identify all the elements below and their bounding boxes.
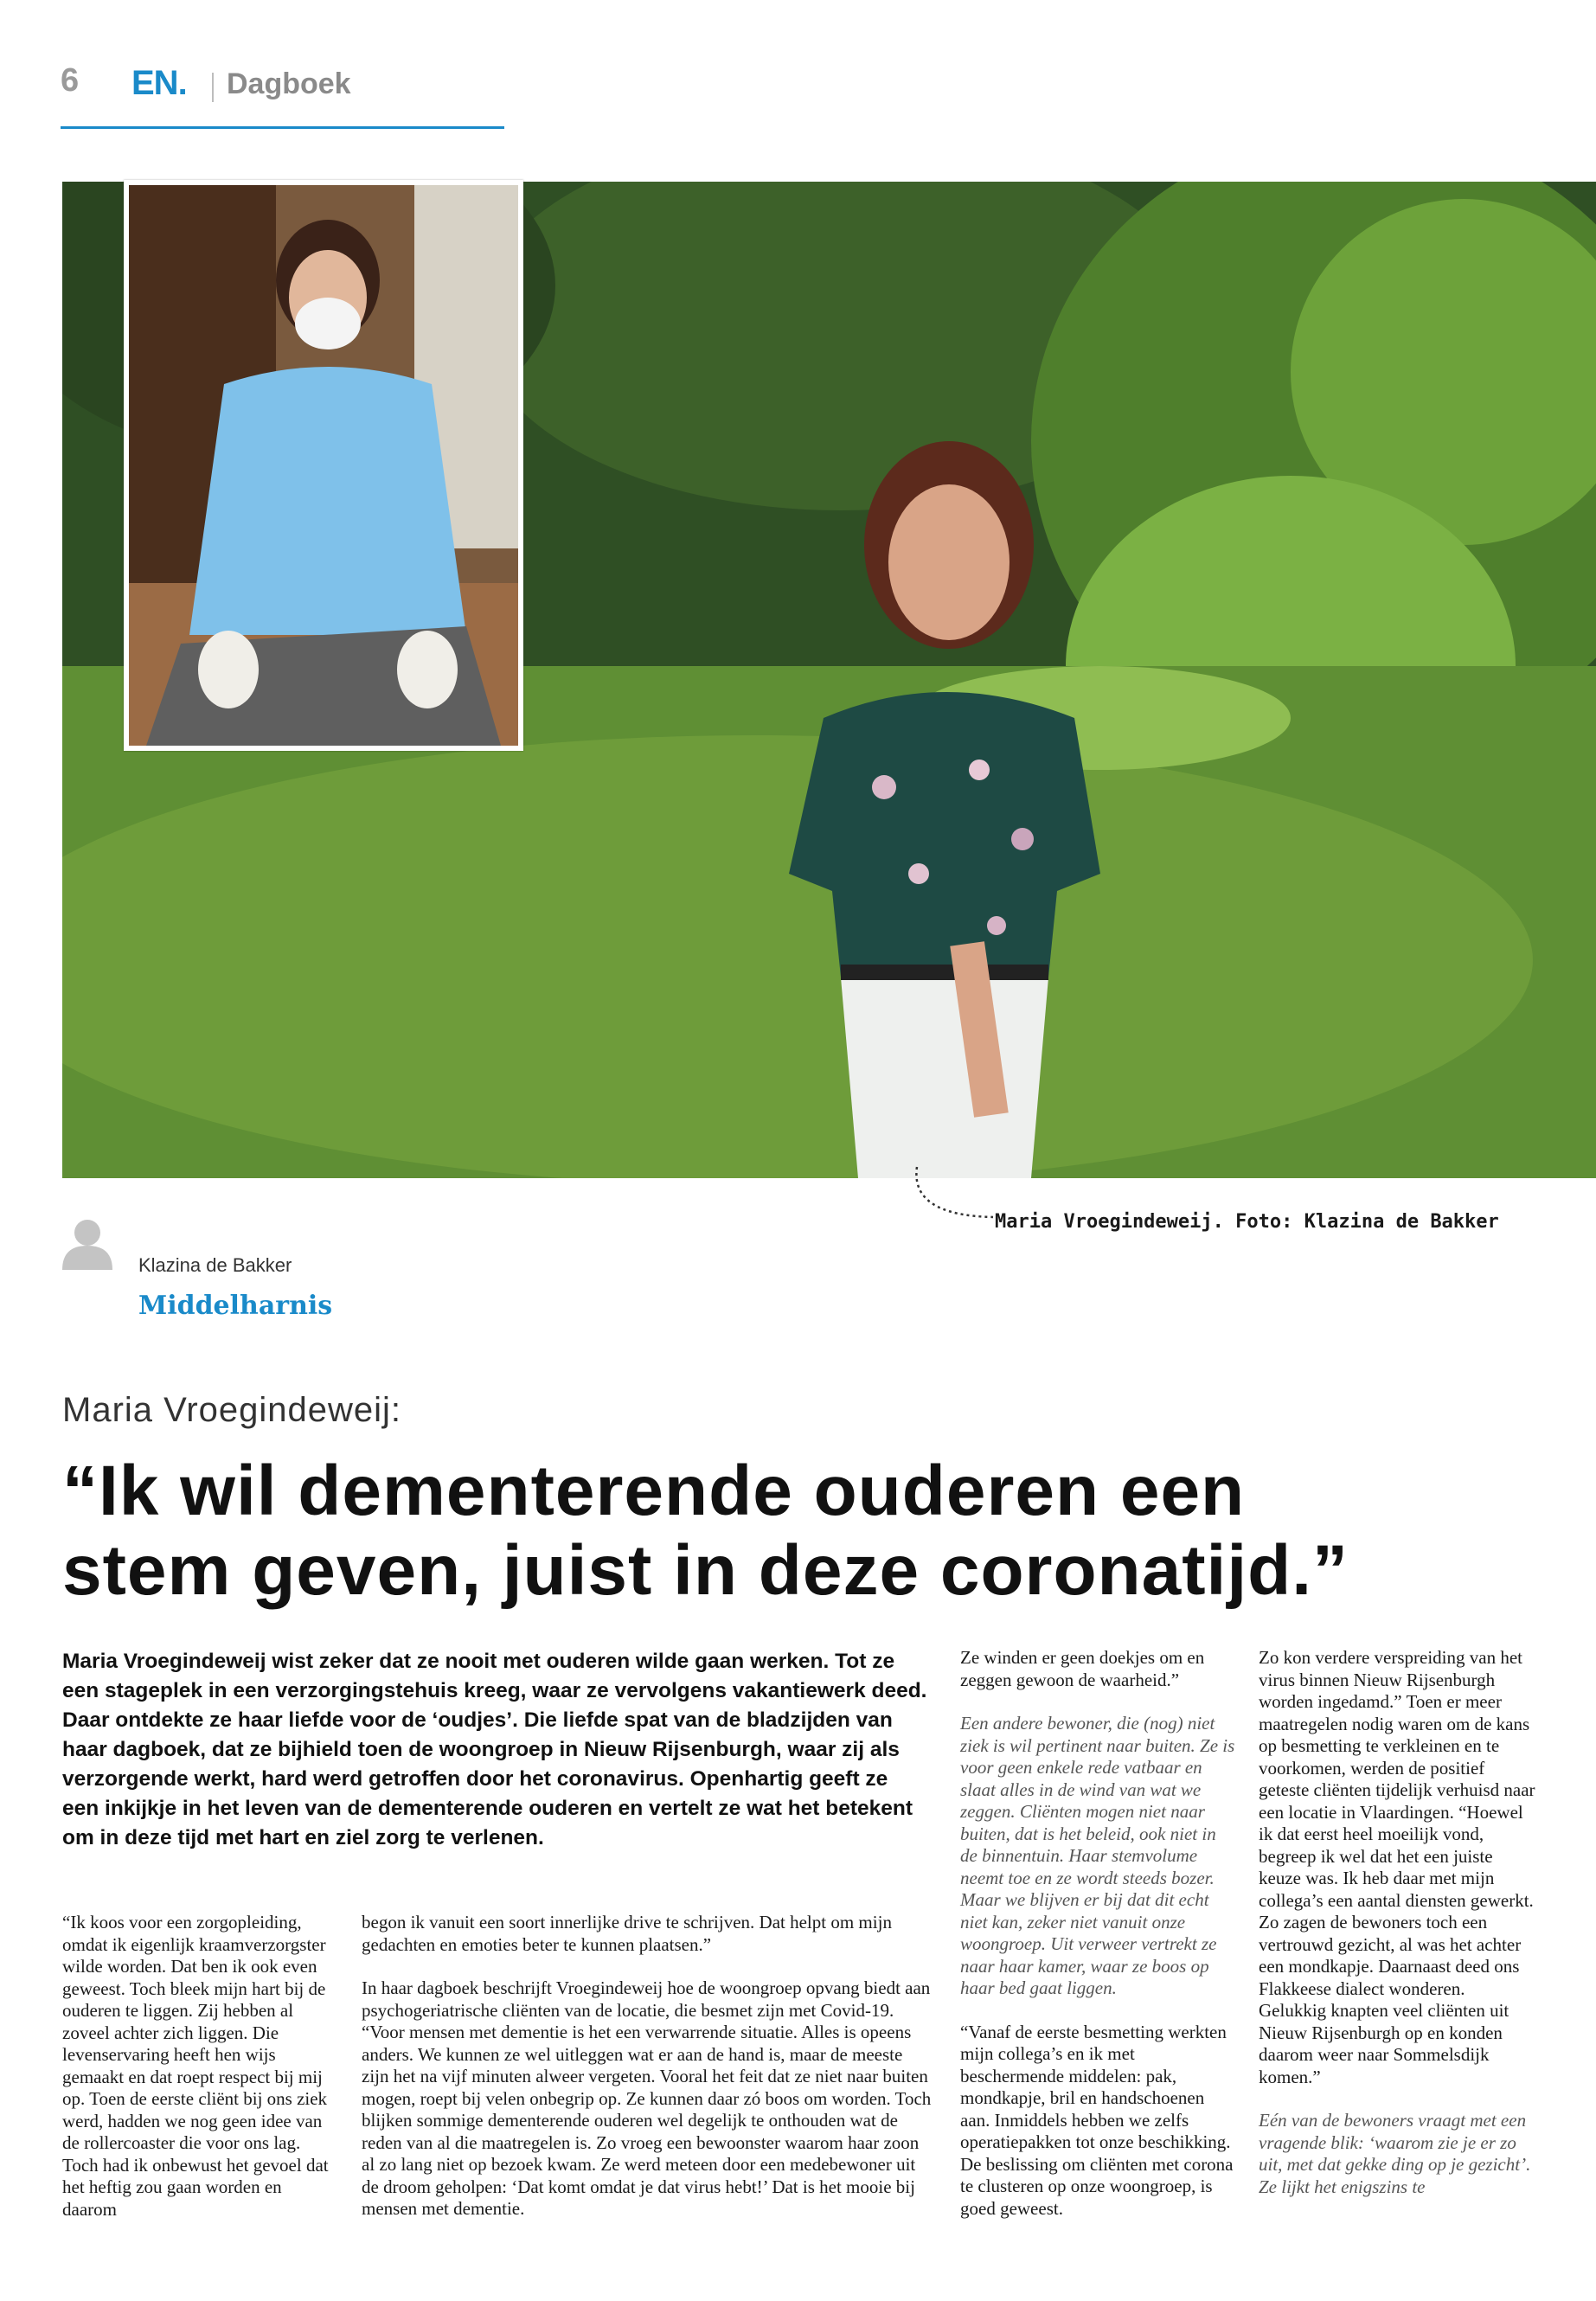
dateline-place: Middelharnis (138, 1291, 333, 1321)
body-column-4 (1259, 1647, 1535, 2220)
headline-line-1: “Ik wil dementerende ouderen een (62, 1452, 1246, 1530)
protective-gear-illustration (129, 185, 518, 746)
header-separator (212, 73, 214, 102)
paragraph: “Ik koos voor een zorgopleiding, omdat ik eigenlijk kraamverzorgster wilde worden. Dat ben ik ook even geweest. Toch bleek mijn hart bij de ouderen te liggen. Zij hebben al zoveel achter zich liggen. Die levenservaring heeft hen wijs gemaakt en dat roept respect bij mij op. Toen de eerste cliënt bij ons ziek werd, hadden we nog geen idee van de rollercoaster die voor ons lag. Toch had ik onbewust het gevoel dat het heftig zou gaan worden en daarom (62, 1912, 329, 2220)
page-number: 6 (61, 62, 80, 99)
photo-caption: Maria Vroegindeweij. Foto: Klazina de Bakker (995, 1211, 1499, 1233)
caption-pointer (910, 1163, 997, 1224)
paragraph: In haar dagboek beschrijft Vroegindeweij hoe de woongroep opvang biedt aan psychogeriatrische cliënten van de locatie, die besmet zijn met Covid-19. “Voor mensen met dementie is het een verwarrende situatie. Alles is opeens anders. We kunnen ze wel uitleggen wat er aan de hand is, maar de meeste zijn het na vijf minuten alweer vergeten. Vooral het feit dat ze niet naar buiten mogen, roept bij velen onbegrip op. Ze kunnen daar zó boos om worden. Toch blijken sommige dementerende ouderen wel degelijk te onthouden wat de reden van al die maatregelen is. Zo vroeg een bewoonster waarom haar zoon al zo lang niet op bezoek kwam. Ze werd meteen door een medebewoner uit de droom geholpen: ‘Dat komt omdat je dat virus hebt!’ Dat is het mooie bij mensen met dementie. (362, 1977, 932, 2219)
header-rule (61, 126, 504, 129)
section-label: Dagboek (227, 67, 351, 100)
article-kicker: Maria Vroegindeweij: (62, 1391, 402, 1429)
author-name: Klazina de Bakker (138, 1254, 292, 1276)
paragraph: Zo kon verdere verspreiding van het virus binnen Nieuw Rijsenburgh worden ingedamd.” Toen er meer maatregelen nodig waren om de kans op besmetting te verkleinen en te voorkomen, werden de positief geteste cliënten tijdelijk verhuisd naar een locatie in Vlaardingen. “Hoewel ik dat eerst heel moeilijk vond, begreep ik wel dat het een juiste keuze was. Ik heb daar met mijn collega’s een aantal diensten gewerkt. Zo zagen de bewoners toch een vertrouwd gezicht, al was het achter een mondkapje. Daarnaast deed ons Flakkeese dialect wonderen. Gelukkig knapten veel cliënten uit Nieuw Rijsenburgh op en konden daarom weer naar Sommelsdijk komen.” (1259, 1647, 1535, 2087)
diary-excerpt: Eén van de bewoners vraagt met een vragende blik: ‘waarom zie je er zo uit, met dat gekke ding op je gezicht’. Ze lijkt het enigszins te (1259, 2110, 1531, 2197)
paragraph: “Vanaf de eerste besmetting werkten mijn collega’s en ik met beschermende middelen: pak, mondkapje, bril en handschoenen aan. Inmiddels hebben we zelfs operatiepakken tot onze beschikking. De beslissing om cliënten met corona te clusteren op onze woongroep, is goed geweest. (960, 2021, 1234, 2219)
author-avatar-icon (62, 1218, 112, 1270)
paragraph: Ze winden er geen doekjes om en zeggen gewoon de waarheid.” (960, 1647, 1205, 1690)
inset-photo (124, 180, 523, 751)
diary-excerpt: Een andere bewoner, die (nog) niet ziek is wil pertinent naar buiten. Ze is voor geen enkele rede vatbaar en slaat alles in de wind van wat we zeggen. Cliënten mogen niet naar buiten, dat is het beleid, ook niet in de binnentuin. Haar stemvolume neemt toe en ze wordt steeds bozer. Maar we blijven er bij dat dit echt niet kan, zeker niet vanuit onze woongroep. Uit verweer vertrekt ze naar haar kamer, waar ze boos op haar bed gaat liggen. (960, 1713, 1235, 1998)
publication-logo: EN. (131, 64, 187, 102)
headline-line-2: stem geven, juist in deze coronatijd.” (62, 1531, 1349, 1610)
paragraph: begon ik vanuit een soort innerlijke drive te schrijven. Dat helpt om mijn gedachten en emoties beter te kunnen plaatsen.” (362, 1912, 892, 1955)
article-intro: Maria Vroegindeweij wist zeker dat ze nooit met ouderen wilde gaan werken. Tot ze een stageplek in een verzorgingstehuis kreeg, waar ze vervolgens vakantiewerk deed. Daar ontdekte ze haar liefde voor de ‘oudjes’. Die liefde spat van de bladzijden van haar dagboek, dat ze bijhield toen de woongroep in Nieuw Rijsenburgh, waar zij als verzorgende werkt, hard werd getroffen door het coronavirus. Openhartig geeft ze een inkijkje in het leven van de dementerende ouderen en vertelt ze wat het betekent om in deze tijd met hart en ziel zorg te verlenen. (62, 1650, 927, 1849)
article-headline (62, 1452, 1533, 1611)
body-column-3 (960, 1647, 1237, 2241)
body-column-1 (62, 1912, 339, 2242)
body-column-2 (362, 1912, 933, 2242)
